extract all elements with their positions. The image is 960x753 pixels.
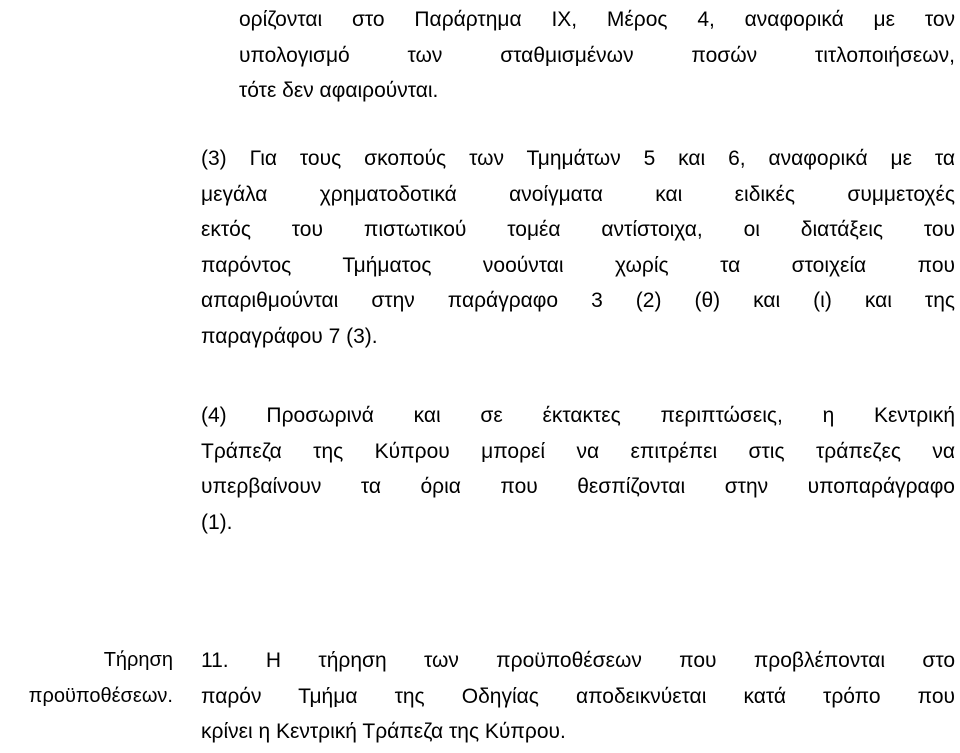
text-line: εκτός του πιστωτικού τομέα αντίστοιχα, οι διατάξεις του [201,218,955,241]
section-11 [201,643,955,750]
text-line: παραγράφου 7 (3). [201,324,378,348]
text-line: υπερβαίνουν τα όρια που θεσπίζονται στην υποπαράγραφο [201,475,955,498]
text-line: παρόν Τμήμα της Οδηγίας αποδεικνύεται κατά τρόπο που [201,684,955,708]
text-line: ορίζονται στο Παράρτημα ΙΧ, Μέρος 4, αναφορικά με τον [239,8,955,31]
text-line: (3) Για τους σκοπούς των Τμημάτων 5 και 6, αναφορικά με τα [201,147,955,170]
text-line: απαριθμούνται στην παράγραφο 3 (2) (θ) και (ι) και της [201,289,955,312]
intro-paragraph [239,2,955,109]
text-line: υπολογισμό των σταθμισμένων ποσών τιτλοποιήσεων, [239,43,955,67]
text-line: (1). [201,510,233,534]
side-note-line: Τήρηση [103,649,173,671]
text-line: μεγάλα χρηματοδοτικά ανοίγματα και ειδικές συμμετοχές [201,182,955,206]
side-note [0,643,173,714]
text-line: τότε δεν αφαιρούνται. [239,79,439,102]
paragraph-3 [201,141,955,354]
text-line: 11. Η τήρηση των προϋποθέσεων που προβλέπονται στο [201,649,955,672]
text-line: (4) Προσωρινά και σε έκτακτες περιπτώσεις, η Κεντρική [201,404,955,427]
side-note-line: προϋποθέσεων. [28,684,173,707]
text-line: κρίνει η Κεντρική Τράπεζα της Κύπρου. [201,720,566,743]
text-line: Τράπεζα της Κύπρου μπορεί να επιτρέπει στις τράπεζες να [201,439,955,463]
paragraph-4 [201,398,955,540]
text-line: παρόντος Τμήματος νοούνται χωρίς τα στοιχεία που [201,253,955,277]
